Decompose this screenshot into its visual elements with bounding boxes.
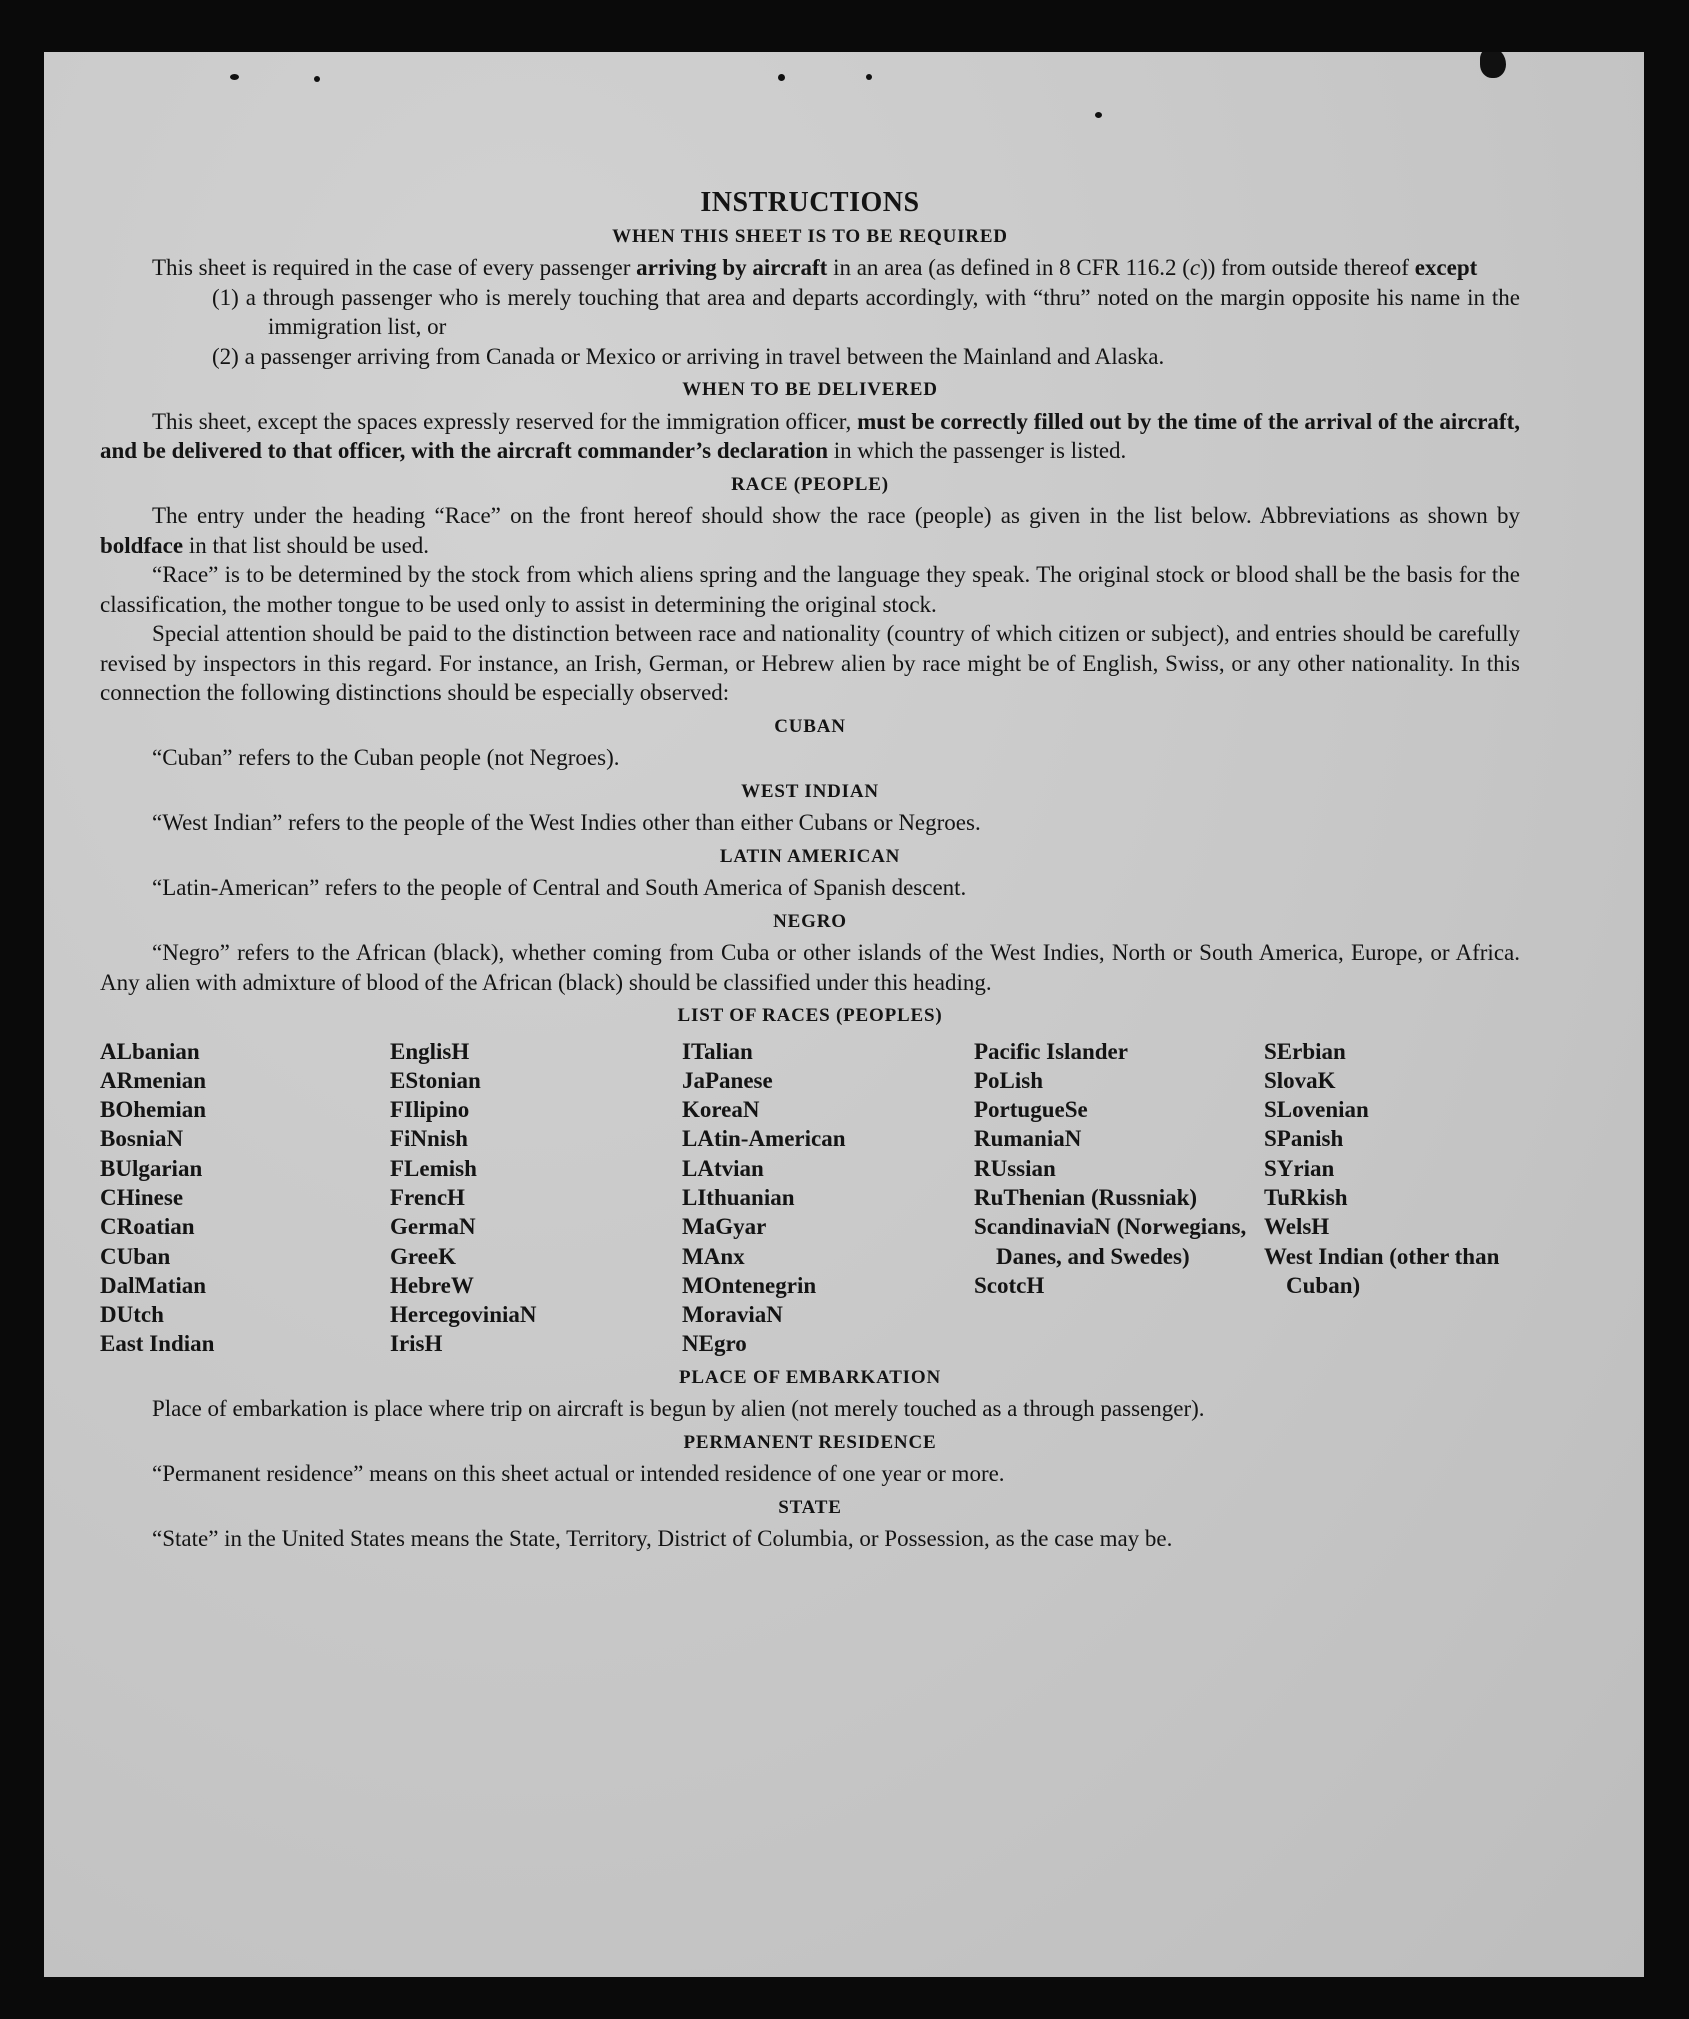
race-entry: DUtch (100, 1302, 164, 1328)
race-entry: GreeK (390, 1243, 456, 1269)
required-item-2: (2) a passenger arriving from Canada or Mexico or arriving in travel between the Mainland and Alaska. (212, 343, 1165, 369)
west-indian-text: “West Indian” refers to the people of the West Indies other than either Cubans or Negroes. (152, 810, 981, 835)
race-text: in that list should be used. (183, 532, 430, 558)
required-intro-italic: c (1189, 255, 1201, 280)
race-boldface-word: boldface (100, 532, 184, 558)
required-intro (100, 253, 1520, 283)
ink-spot (1480, 52, 1506, 78)
section-heading-west-indian: WEST INDIAN (741, 780, 879, 802)
race-entry: RumaniaN (974, 1126, 1082, 1152)
cuban-text: “Cuban” refers to the Cuban people (not Negroes). (152, 745, 620, 770)
ink-spot (778, 74, 785, 81)
race-text: The entry under the heading “Race” on the front hereof should show the race (people) as given in the list below. Abbreviations as shown by (152, 503, 1520, 528)
required-item-1: (1) a through passenger who is merely touching that area and departs accordingly, with “thru” noted on the margin opposite his name in the immigration list, or (212, 284, 1520, 339)
instructions-content (100, 188, 1520, 1554)
negro-text: “Negro” refers to the African (black), whether coming from Cuba or other islands of the West Indies, North or South America, Europe, or Africa. Any alien with admixture of blood of the African (black) should be classified under this heading. (100, 940, 1520, 995)
race-entry: SLovenian (1264, 1097, 1369, 1123)
race-entry: EnglisH (390, 1038, 470, 1064)
section-heading-cuban: CUBAN (774, 715, 846, 737)
race-entry: MOntenegrin (682, 1272, 817, 1298)
residence-text: “Permanent residence” means on this sheet actual or intended residence of one year or more. (152, 1461, 1005, 1487)
race-entry: FLemish (390, 1155, 477, 1181)
required-intro-text: This sheet is required in the case of every passenger (152, 255, 637, 280)
section-heading-residence: PERMANENT RESIDENCE (683, 1431, 937, 1453)
race-paragraph-2: “Race” is to be determined by the stock from which aliens spring and the language they speak. The original stock or blood shall be the basis for the classification, the mother tongue to be used only to assist in determining the original stock. (100, 562, 1520, 617)
race-entry: BosniaN (100, 1126, 184, 1152)
races-column (974, 1037, 1264, 1359)
required-intro-text: )) from outside thereof (1200, 255, 1415, 280)
section-heading-required: WHEN THIS SHEET IS TO BE REQUIRED (612, 225, 1008, 247)
delivered-text-bold: must be correctly filled out by the time of the arrival of the aircraft, and be delivered to that officer, with the aircraft commander’s declaration (100, 408, 1521, 463)
section-heading-latin-american: LATIN AMERICAN (719, 845, 901, 867)
race-entry: CHinese (100, 1184, 184, 1210)
section-heading-negro: NEGRO (773, 910, 847, 932)
races-column (100, 1037, 390, 1359)
race-entry: BUlgarian (100, 1155, 203, 1181)
race-entry: West Indian (other than Cuban) (1264, 1243, 1500, 1298)
race-entry: NEgro (682, 1331, 747, 1357)
ink-spot (1095, 112, 1102, 118)
race-entry: KoreaN (682, 1097, 760, 1123)
race-paragraph-1 (100, 501, 1520, 560)
delivered-text-plain: in which the passenger is listed. (827, 438, 1127, 463)
race-entry: ARmenian (100, 1067, 207, 1093)
section-heading-delivered: WHEN TO BE DELIVERED (682, 379, 938, 400)
race-entry: LAtin-American (682, 1126, 846, 1152)
race-entry: SlovaK (1264, 1067, 1336, 1093)
race-entry: Pacific Islander (974, 1038, 1128, 1064)
race-entry: FrencH (390, 1184, 465, 1210)
race-entry: ALbanian (100, 1038, 200, 1064)
section-heading-race: RACE (PEOPLE) (731, 473, 889, 495)
race-entry: SYrian (1264, 1155, 1335, 1181)
race-entry: TuRkish (1264, 1184, 1348, 1210)
race-entry: IrisH (390, 1331, 443, 1357)
race-entry: ScandinaviaN (Norwegians, Danes, and Swedes) (974, 1214, 1247, 1269)
race-entry: LAtvian (682, 1155, 764, 1181)
race-entry: HebreW (390, 1272, 474, 1298)
race-entry: PoLish (974, 1067, 1044, 1093)
state-text: “State” in the United States means the State, Territory, District of Columbia, or Possession, as the case may be. (152, 1526, 1173, 1552)
race-entry: EStonian (390, 1067, 481, 1093)
race-entry: FIlipino (390, 1097, 470, 1123)
race-entry: CRoatian (100, 1214, 195, 1240)
ink-spot (866, 74, 872, 80)
race-entry: RUssian (974, 1155, 1056, 1181)
race-entry: RuThenian (Russniak) (974, 1184, 1198, 1210)
race-entry: GermaN (390, 1214, 476, 1240)
required-intro-except: except (1414, 255, 1478, 280)
race-entry: MAnx (682, 1243, 745, 1269)
latin-american-text: “Latin-American” refers to the people of Central and South America of Spanish descent. (152, 875, 967, 900)
page-title: INSTRUCTIONS (700, 187, 920, 218)
section-heading-list-of-races: LIST OF RACES (PEOPLES) (677, 1005, 943, 1026)
race-entry: East Indian (100, 1331, 215, 1357)
required-intro-text: in an area (as defined in 8 CFR 116.2 ( (827, 255, 1190, 280)
race-entry: FiNnish (390, 1126, 468, 1152)
race-entry: DalMatian (100, 1272, 207, 1298)
race-entry: MoraviaN (682, 1302, 783, 1328)
race-paragraph-3: Special attention should be paid to the distinction between race and nationality (country of which citizen or subject), and entries should be carefully revised by inspectors in this regard. For instance, an Irish, German, or Hebrew alien by race might be of English, Swiss, or any other nationality. In this connection the following distinctions should be especially observed: (100, 621, 1520, 705)
required-intro-bold: arriving by aircraft (636, 255, 828, 280)
race-entry: HercegoviniaN (390, 1302, 537, 1328)
races-column (1264, 1037, 1514, 1359)
race-entry: WelsH (1264, 1214, 1330, 1240)
races-column (390, 1037, 682, 1359)
races-list (100, 1037, 1520, 1359)
race-entry: MaGyar (682, 1214, 767, 1240)
section-heading-embarkation: PLACE OF EMBARKATION (679, 1366, 941, 1388)
race-entry: LIthuanian (682, 1184, 795, 1210)
embarkation-text: Place of embarkation is place where trip on aircraft is begun by alien (not merely touched as a through passenger). (152, 1396, 1205, 1422)
race-entry: SPanish (1264, 1126, 1344, 1152)
race-entry: PortugueSe (974, 1097, 1088, 1123)
document-sheet (44, 52, 1644, 1977)
race-entry: BOhemian (100, 1097, 207, 1123)
race-entry: CUban (100, 1243, 171, 1269)
race-entry: ScotcH (974, 1272, 1045, 1298)
races-column (682, 1037, 974, 1359)
ink-spot (230, 74, 239, 80)
ink-spot (314, 76, 320, 82)
delivered-text (100, 407, 1520, 466)
race-entry: SErbian (1264, 1038, 1346, 1064)
delivered-text-plain: This sheet, except the spaces expressly reserved for the immigration officer, (152, 408, 858, 434)
race-entry: ITalian (682, 1038, 753, 1064)
race-entry: JaPanese (682, 1067, 773, 1093)
section-heading-state: STATE (778, 1496, 842, 1518)
